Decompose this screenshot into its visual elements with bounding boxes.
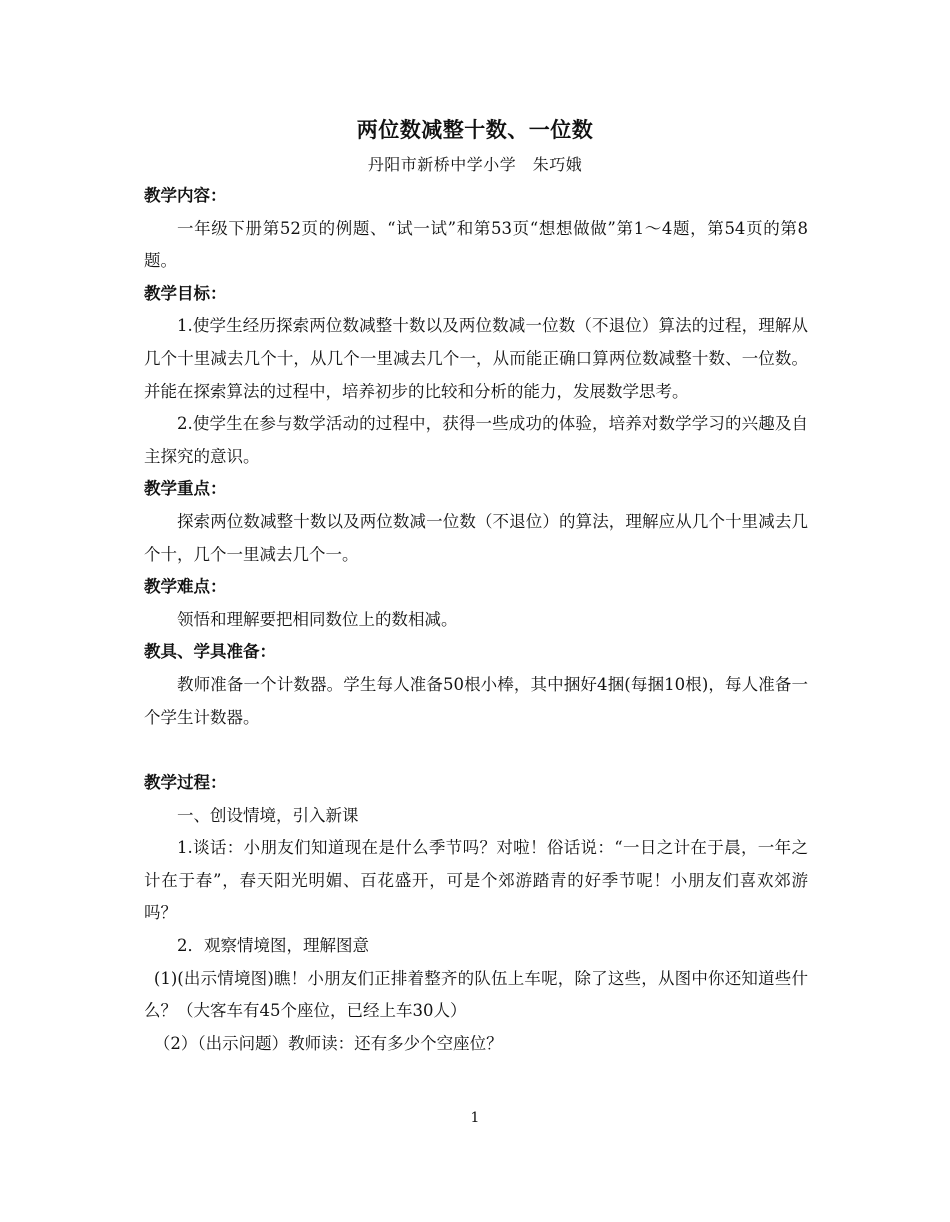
process-sub-2: （2）（出示问题）教师读：还有多少个空座位？ — [153, 1033, 503, 1053]
key-points-paragraph: 探索两位数减整十数以及两位数减一位数（不退位）的算法，理解应从几个十里减去几个十，几个一里减去几个一。 — [144, 511, 808, 564]
process-sub-1: (1)(出示情境图)瞧！小朋友们正排着整齐的队伍上车呢，除了这些，从图中你还知道些什么？（大客车有45个座位，已经上车30人） — [144, 968, 808, 1021]
goal-item-1: 1.使学生经历探索两位数减整十数以及两位数减一位数（不退位）算法的过程，理解从几个十里减去几个十，从几个一里减去几个一，从而能正确口算两位数减整十数、一位数。并能在探索算法的过程中，培养初步的比较和分析的能力，发展数学思考。 — [144, 316, 808, 401]
difficulties-paragraph: 领悟和理解要把相同数位上的数相减。 — [177, 609, 458, 629]
process-step-2: 2．观察情境图，理解图意 — [177, 936, 369, 956]
section-heading-key-points: 教学重点： — [144, 479, 227, 499]
document-body — [144, 180, 808, 1060]
materials-paragraph: 教师准备一个计数器。学生每人准备50根小棒，其中捆好4捆(每捆10根)，每人准备一个学生计数器。 — [144, 674, 808, 727]
section-heading-content: 教学内容： — [144, 186, 227, 205]
process-step-1: 1.谈话：小朋友们知道现在是什么季节吗？对啦！俗话说：“一日之计在于晨，一年之计在于春”，春天阳光明媚、百花盛开，可是个郊游踏青的好季节呢！小朋友们喜欢郊游吗？ — [144, 838, 808, 923]
blank-line — [144, 734, 808, 767]
content-paragraph: 一年级下册第52页的例题、“试一试”和第53页“想想做做”第1～4题，第54页的第8题。 — [144, 218, 808, 271]
section-heading-materials: 教具、学具准备： — [144, 642, 276, 662]
page-title: 两位数减整十数、一位数 — [356, 118, 594, 142]
process-part-1: 一、创设情境，引入新课 — [177, 805, 359, 825]
goal-item-2: 2.使学生在参与数学活动的过程中，获得一些成功的体验，培养对数学学习的兴趣及自主探究的意识。 — [144, 414, 808, 466]
section-heading-difficulties: 教学难点： — [144, 577, 227, 597]
section-heading-process: 教学过程： — [144, 773, 227, 793]
section-heading-goals: 教学目标： — [144, 283, 227, 303]
author-line: 丹阳市新桥中学小学 朱巧娥 — [367, 155, 583, 174]
page-number: 1 — [470, 1110, 480, 1126]
